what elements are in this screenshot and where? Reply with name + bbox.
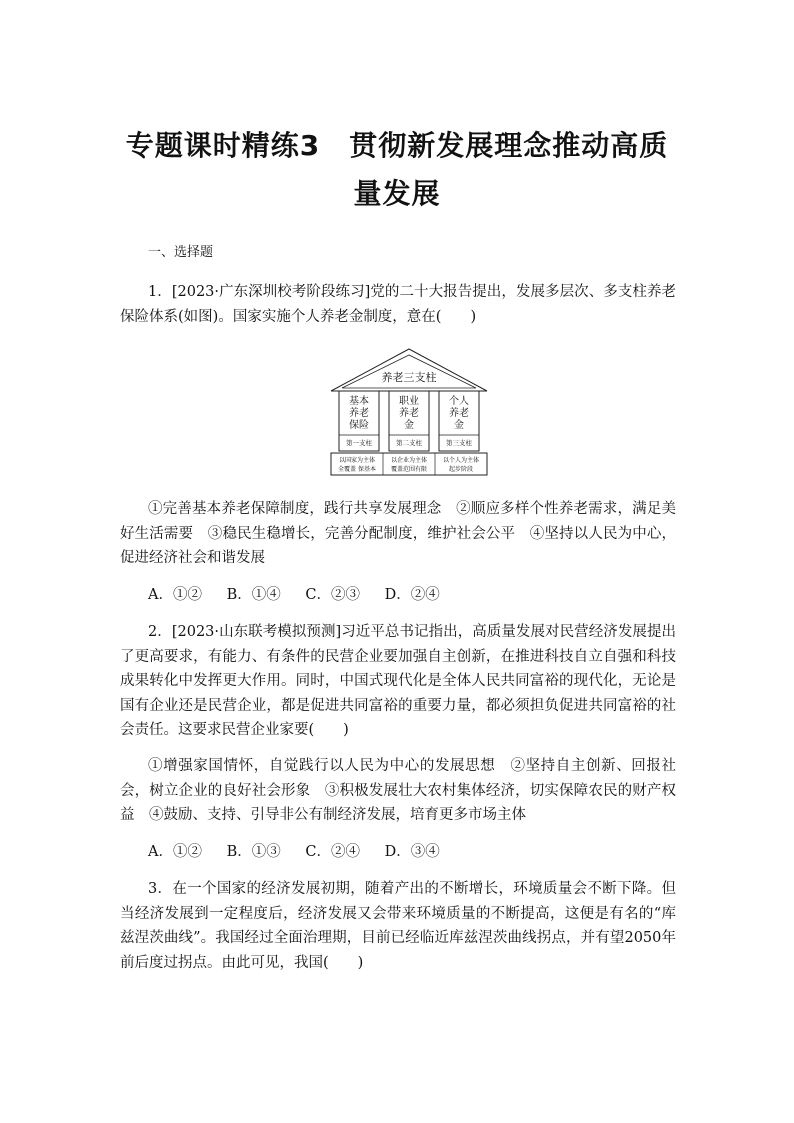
pillar-2-name-2: 养老 [399, 408, 419, 419]
question-1-options [148, 585, 460, 605]
question-2-options [148, 842, 460, 862]
pillar-3-tag: 第三支柱 [446, 439, 472, 447]
pillar-2 [389, 391, 429, 451]
pillar-1 [339, 391, 379, 451]
pillar-2-name-3: 金 [404, 420, 414, 431]
option-a[interactable]: A．①② [148, 844, 202, 860]
question-1-stem: 1．[2023·广东深圳校考阶段练习]党的二十大报告提出，发展多层次、多支柱养老保险体系(如图)。国家实施个人养老金制度，意在( ) [120, 284, 676, 325]
option-c[interactable]: C．②④ [305, 844, 360, 860]
option-a[interactable]: A．①② [148, 587, 202, 603]
pillar-3 [439, 391, 479, 451]
option-b[interactable]: B．①④ [226, 587, 281, 603]
pillar-1-base-2: 全覆盖 保基本 [338, 466, 376, 473]
title-line-2: 量发展 [353, 177, 441, 210]
page-title [100, 122, 694, 218]
pillar-2-base-2: 覆盖范围有限 [390, 466, 428, 473]
section-heading: 一、选择题 [148, 245, 214, 260]
option-d[interactable]: D．②④ [384, 587, 440, 603]
pillar-2-tag: 第二支柱 [396, 439, 422, 447]
pillar-1-base-1: 以国家为主体 [338, 457, 376, 464]
pillar-3-name-2: 养老 [449, 408, 469, 419]
question-1-statements: ①完善基本养老保障制度，践行共享发展理念 ②顺应多样个性养老需求，满足美好生活需要 ③稳民生稳增长，完善分配制度，维护社会公平 ④坚持以人民为中心，促进经济社会和谐发展 [120, 501, 676, 566]
question-2-stem: 2．[2023·山东联考模拟预测]习近平总书记指出，高质量发展对民营经济发展提出了更高要求，有能力、有条件的民营企业要加强自主创新，在推进科技自立自强和科技成果转化中发挥更大作用。同时，中国式现代化是全体人民共同富裕的现代化，无论是国有企业还是民营企业，都是促进共同富裕的重要力量，都必须担负促进共同富裕的社会责任。这要求民营企业家要( ) [120, 624, 676, 738]
pillar-1-name-1: 基本 [349, 396, 369, 407]
pillar-1-tag: 第一支柱 [346, 439, 372, 447]
title-line-1: 专题课时精练3 贯彻新发展理念推动高质 [125, 129, 669, 162]
pillar-3-base-1: 以个人为主体 [442, 457, 480, 464]
option-b[interactable]: B．①③ [226, 844, 281, 860]
pillar-2-base-1: 以企业为主体 [390, 457, 428, 464]
option-c[interactable]: C．②③ [305, 587, 360, 603]
option-d[interactable]: D．③④ [384, 844, 440, 860]
pillar-3-name-3: 金 [454, 420, 464, 431]
pillar-1-name-2: 养老 [349, 408, 369, 419]
pension-pillars-diagram [328, 346, 490, 478]
question-3-stem: 3．在一个国家的经济发展初期，随着产出的不断增长，环境质量会不断下降。但当经济发展到一定程度后，经济发展又会带来环境质量的不断提高，这便是有名的“库兹涅茨曲线”。我国经过全面治理期，目前已经临近库兹涅茨曲线拐点，并有望2050年前后度过拐点。由此可见，我国( ) [120, 881, 676, 971]
question-2-statements: ①增强家国情怀，自觉践行以人民为中心的发展思想 ②坚持自主创新、回报社会，树立企业的良好社会形象 ③积极发展壮大农村集体经济，切实保障农民的财产权益 ④鼓励、支持、引导非公有制经济发展，培育更多市场主体 [120, 758, 676, 823]
roof-label: 养老三支柱 [381, 371, 437, 384]
pillar-2-name-1: 职业 [399, 396, 419, 407]
pillar-3-base-2: 起步阶段 [448, 466, 474, 473]
pillar-1-name-3: 保险 [349, 420, 369, 431]
pillar-3-name-1: 个人 [449, 396, 469, 407]
